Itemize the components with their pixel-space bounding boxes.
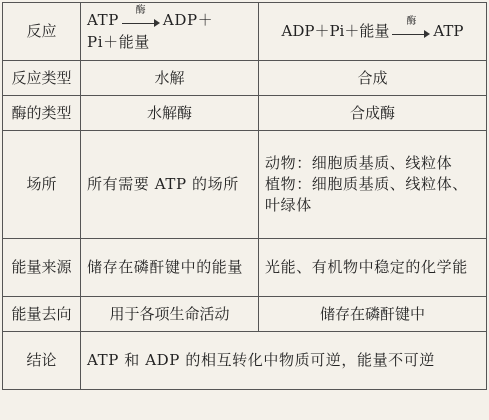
- row-label-reaction: 反应: [3, 3, 81, 61]
- location-hydrolysis: 所有需要 ATP 的场所: [81, 131, 259, 239]
- enzyme-label: 酶: [135, 4, 147, 16]
- location-animal: 动物：细胞质基质、线粒体: [265, 154, 453, 173]
- enzyme-label: 酶: [406, 15, 417, 27]
- table-row-location: [3, 131, 487, 239]
- row-label-energy-use: 能量去向: [3, 297, 81, 332]
- row-label-enzyme-type: 酶的类型: [3, 96, 81, 131]
- table-row-energy-use: [3, 297, 487, 332]
- conclusion-text: ATP 和 ADP 的相互转化中物质可逆，能量不可逆: [81, 332, 487, 390]
- hydrolysis-equation: [81, 3, 259, 61]
- enzyme-type-synthesis: 合成酶: [259, 96, 487, 131]
- table-row-enzyme-type: [3, 96, 487, 131]
- location-plant: 植物：细胞质基质、线粒体、叶绿体: [265, 175, 468, 214]
- table-row-energy-source: [3, 239, 487, 297]
- location-synthesis: [259, 131, 487, 239]
- row-label-conclusion: 结论: [3, 332, 81, 390]
- energy-source-hydrolysis: 储存在磷酐键中的能量: [81, 239, 259, 297]
- hydrolysis-reactant: ATP: [87, 10, 119, 29]
- row-label-reaction-type: 反应类型: [3, 61, 81, 96]
- synthesis-reactants: ADP＋Pi＋能量: [281, 21, 390, 40]
- table-row-conclusion: [3, 332, 487, 390]
- enzyme-type-hydrolysis: 水解酶: [81, 96, 259, 131]
- enzyme-arrow-icon: [392, 15, 430, 39]
- atp-adp-comparison-table: [2, 2, 487, 390]
- reaction-type-hydrolysis: 水解: [81, 61, 259, 96]
- row-label-energy-source: 能量来源: [3, 239, 81, 297]
- table-row-reaction: [3, 3, 487, 61]
- synthesis-product: ATP: [433, 21, 464, 40]
- energy-source-synthesis: 光能、有机物中稳定的化学能: [259, 239, 487, 297]
- table-row-reaction-type: [3, 61, 487, 96]
- hydrolysis-product-2: Pi＋能量: [87, 32, 150, 51]
- reaction-type-synthesis: 合成: [259, 61, 487, 96]
- hydrolysis-product-1: ADP＋: [162, 10, 214, 29]
- energy-use-synthesis: 储存在磷酐键中: [259, 297, 487, 332]
- energy-use-hydrolysis: 用于各项生命活动: [81, 297, 259, 332]
- enzyme-arrow-icon: [122, 4, 160, 28]
- row-label-location: 场所: [3, 131, 81, 239]
- synthesis-equation: [259, 3, 487, 61]
